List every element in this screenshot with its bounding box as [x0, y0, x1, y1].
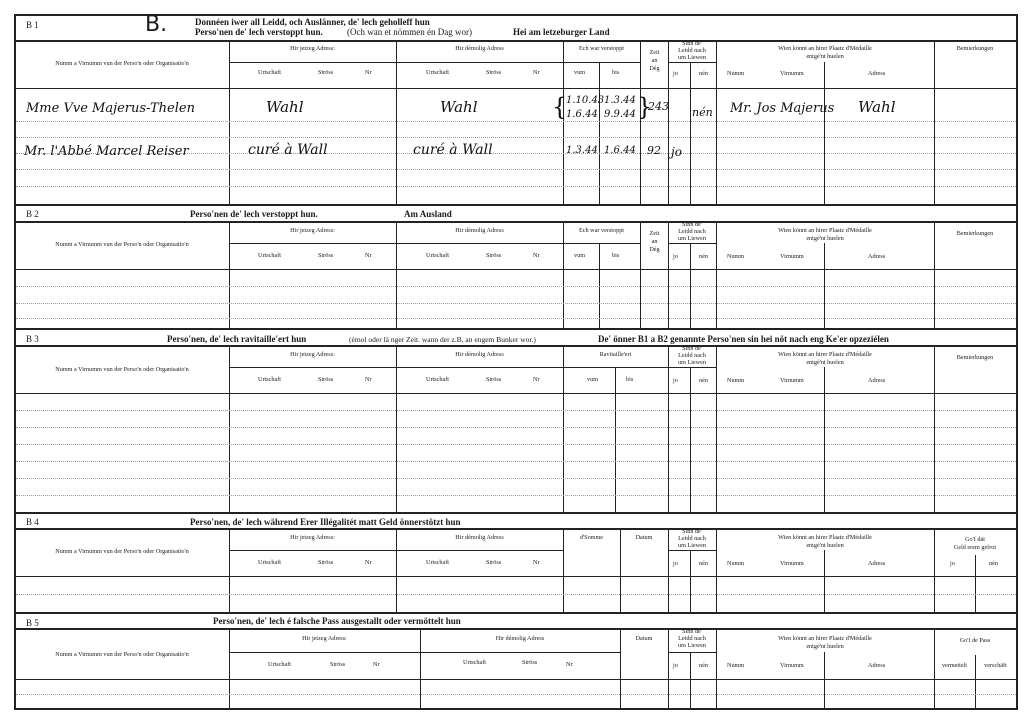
column-header-label: vum	[587, 376, 599, 383]
column-header-label: um Liewen	[677, 54, 706, 61]
handwritten-bracket: {	[552, 93, 568, 121]
b1-row1-days: 243	[648, 100, 669, 113]
rule-horizontal	[14, 328, 1016, 330]
column-header-label: Numm	[727, 560, 745, 567]
column-header-label: um Liewen	[677, 642, 706, 649]
column-header-label: Dég	[649, 65, 660, 72]
rule-vertical	[396, 345, 397, 512]
b1-header-bottom	[14, 88, 1016, 89]
b1-header-top	[14, 40, 1016, 42]
rule-vertical	[934, 40, 935, 204]
column-header-label: Hir jetzeg Adress:	[290, 227, 335, 234]
column-header-label: bis	[626, 376, 634, 383]
column-header-label: Hir jetzeg Adress:	[302, 635, 347, 642]
column-header-label: Leidd nach	[678, 635, 706, 642]
column-header-label: Zeit	[649, 49, 660, 56]
column-header-label: Ech war verstoppt	[578, 45, 625, 52]
rule-vertical	[229, 221, 230, 328]
column-header-label: um Liewen	[677, 235, 706, 242]
b1-code: B 1	[26, 20, 39, 30]
column-header-label: Hir jetzeg Adress:	[290, 534, 335, 541]
writing-line	[16, 694, 1016, 695]
column-header-label: Urtschaft	[258, 376, 282, 383]
column-header-label: Hir jetzeg Adress:	[290, 351, 335, 358]
rule-vertical	[975, 555, 976, 612]
rule-horizontal	[668, 243, 716, 244]
column-header-label: entgé'nt huelen	[806, 359, 844, 366]
column-header-label: jo	[673, 70, 678, 77]
column-header-label: Virnumm	[780, 253, 804, 260]
column-header-label: Hir démolig Adress	[455, 351, 504, 358]
rule-vertical	[934, 345, 935, 512]
b1-row2-alive: jo	[671, 145, 682, 159]
column-header-label: Virnumm	[780, 662, 804, 669]
rule-horizontal	[14, 393, 1016, 394]
b3-title: Perso'nen, de' lech ravitaille'ert hun	[167, 334, 307, 344]
b1-row2-current-town: curé à Wall	[248, 142, 328, 158]
column-header-label: Virnumm	[780, 70, 804, 77]
rule-vertical	[396, 40, 397, 204]
column-header-label: entgé'nt huelen	[806, 53, 844, 60]
b4-code: B 4	[26, 517, 39, 527]
column-header-label: Virnumm	[780, 377, 804, 384]
column-header-label: Datum	[635, 635, 653, 642]
column-header-label: Urtschaft	[258, 559, 282, 566]
column-header-label: Go'f de Pass	[959, 637, 991, 644]
column-header-label: Sinn de'	[682, 221, 702, 228]
rule-horizontal	[668, 367, 716, 368]
column-header-label: Nr	[533, 69, 540, 76]
column-header-label: Numm	[727, 377, 745, 384]
rule-horizontal	[229, 652, 620, 653]
column-header-label: Ströss	[318, 252, 334, 259]
rule-vertical	[640, 40, 641, 204]
column-header-label: Ströss	[330, 661, 346, 668]
b2-code: B 2	[26, 209, 39, 219]
writing-line	[16, 410, 1016, 411]
rule-vertical	[563, 40, 564, 204]
column-header-label: Numm a Virnumm vun der Perso'n oder Organisatio'n	[55, 241, 189, 248]
rule-vertical	[396, 221, 397, 328]
column-header-label: an	[651, 238, 658, 245]
b1-title-line1: Donnéen iwer all Leidd, och Auslänner, de' lech geholleff hun	[195, 17, 430, 27]
column-header-label: Ravitaille'ert	[599, 351, 632, 358]
writing-line	[16, 137, 1016, 138]
column-header-label: Urtschaft	[426, 252, 450, 259]
column-header-label: nén	[699, 70, 708, 77]
column-header-label: Hir démolig Adress	[455, 534, 504, 541]
rule-vertical	[824, 652, 825, 708]
rule-vertical	[824, 367, 825, 512]
column-header-label: vum	[574, 69, 586, 76]
column-header-label: bis	[612, 252, 620, 259]
column-header-label: Numm a Virnumm vun der Perso'n oder Organisatio'n	[55, 651, 189, 658]
rule-horizontal	[14, 269, 1016, 270]
column-header-label: Numm a Virnumm vun der Perso'n oder Organisatio'n	[55, 548, 189, 555]
rule-vertical	[668, 40, 669, 204]
b1-row1-from2: 1.6.44	[566, 109, 598, 120]
rule-horizontal	[14, 628, 1016, 630]
column-header-label: Sinn de'	[682, 628, 702, 635]
b1-row1-medal-name: Mr. Jos Majerus	[730, 101, 835, 116]
writing-line	[16, 444, 1016, 445]
column-header-label: d'Somme	[579, 534, 604, 541]
column-header-label: Go'f dät	[965, 536, 985, 543]
column-header-label: Ströss	[318, 69, 334, 76]
writing-line	[16, 169, 1016, 170]
column-header-label: Wien könnt an hirer Plaatz d'Médaille	[778, 534, 872, 541]
rule-horizontal	[229, 550, 563, 551]
column-header-label: Numm a Virnumm vun der Perso'n oder Organisatio'n	[55, 60, 189, 67]
column-header-label: Leidd nach	[678, 47, 706, 54]
column-header-label: Datum	[635, 534, 653, 541]
writing-line	[16, 594, 1016, 595]
rule-vertical	[563, 221, 564, 328]
column-header-label: Zeit	[649, 230, 660, 237]
column-header-label: Urtschaft	[463, 659, 487, 666]
column-header-label: entgé'nt huelen	[806, 235, 844, 242]
column-header-label: Sinn de'	[682, 528, 702, 535]
column-header-label: um Liewen	[677, 359, 706, 366]
column-header-label: Adress	[868, 560, 886, 567]
column-header-label: bis	[612, 69, 620, 76]
b2-title: Perso'nen de' lech verstoppt hun.	[190, 209, 318, 219]
column-header-label: nén	[699, 662, 708, 669]
column-header-label: jo	[673, 662, 678, 669]
column-header-label: Nr	[365, 69, 372, 76]
b5-code: B 5	[26, 618, 39, 628]
column-header-label: Numm	[727, 662, 745, 669]
rule-horizontal	[229, 243, 640, 244]
column-header-label: Hir jetzeg Adress:	[290, 45, 335, 52]
column-header-label: Ech war verstoppt	[578, 227, 625, 234]
rule-horizontal	[668, 652, 716, 653]
column-header-label: Bemierkungen	[956, 354, 994, 361]
b3-code: B 3	[26, 334, 39, 344]
column-header-label: Wien könnt an hirer Plaatz d'Médaille	[778, 351, 872, 358]
rule-vertical	[690, 550, 691, 612]
column-header-label: Wien könnt an hirer Plaatz d'Médaille	[778, 227, 872, 234]
rule-horizontal	[14, 679, 1016, 680]
column-header-label: Wien könnt an hirer Plaatz d'Médaille	[778, 635, 872, 642]
column-header-label: Numm a Virnumm vun der Perso'n oder Organisatio'n	[55, 366, 189, 373]
b1-title-note: (Och wan et nömmen én Dag wor)	[347, 27, 472, 37]
column-header-label: Adress	[868, 377, 886, 384]
b1-row2-former-town: curé à Wall	[413, 142, 493, 158]
writing-line	[16, 461, 1016, 462]
column-header-label: Nr	[365, 559, 372, 566]
b1-row1-medal-address: Wahl	[858, 98, 896, 116]
column-header-label: nén	[989, 560, 998, 567]
form-letter: B.	[145, 12, 168, 37]
column-header-label: Nr	[533, 376, 540, 383]
column-header-label: um Liewen	[677, 542, 706, 549]
rule-horizontal	[668, 62, 716, 63]
column-header-label: Leidd nach	[678, 228, 706, 235]
column-header-label: entgé'nt huelen	[806, 643, 844, 650]
column-header-label: Sinn de'	[682, 40, 702, 47]
column-header-label: Urtschaft	[258, 69, 282, 76]
column-header-label: Ströss	[318, 376, 334, 383]
rule-horizontal	[14, 612, 1016, 614]
column-header-label: Ströss	[486, 69, 502, 76]
b1-row2-days: 92	[647, 144, 661, 157]
rule-vertical	[599, 62, 600, 204]
rule-vertical	[690, 62, 691, 204]
b4-title: Perso'nen, de' lech während Erer Illégalitét matt Geld önnerstötzt hun	[190, 517, 461, 527]
rule-vertical	[716, 345, 717, 512]
b5-title: Perso'nen, de' lech é falsche Pass ausgestallt oder vermöttelt hun	[213, 616, 461, 626]
rule-vertical	[615, 367, 616, 512]
column-header-label: Numm	[727, 70, 745, 77]
column-header-label: nén	[699, 253, 708, 260]
b1-row2-from: 1.3.44	[566, 145, 598, 156]
rule-horizontal	[14, 528, 1016, 530]
b3-title-note: (émol oder lä nger Zeit. wann der z.B. an engem Bunker wor.)	[349, 335, 536, 344]
column-header-label: Ströss	[522, 659, 538, 666]
rule-horizontal	[14, 576, 1016, 577]
rule-horizontal	[668, 550, 716, 551]
b1-title-line2: Perso'nen de' lech verstoppt hun.	[195, 27, 323, 37]
column-header-label: Adress	[868, 253, 886, 260]
column-header-label: vum	[574, 252, 586, 259]
column-header-label: Urtschaft	[426, 69, 450, 76]
rule-vertical	[229, 345, 230, 512]
rule-horizontal	[14, 512, 1016, 514]
column-header-label: Hir démolig Adress	[455, 45, 504, 52]
rule-horizontal	[14, 345, 1016, 347]
rule-vertical	[563, 345, 564, 512]
writing-line	[16, 318, 1016, 319]
writing-line	[16, 286, 1016, 287]
b1-row1-former-town: Wahl	[440, 98, 478, 116]
column-header-label: Bemierkungen	[956, 230, 994, 237]
column-header-label: Nr	[533, 252, 540, 259]
column-header-label: Adress	[868, 662, 886, 669]
column-header-label: verschäft	[984, 662, 1007, 669]
column-header-label: Urtschaft	[426, 559, 450, 566]
rule-vertical	[716, 40, 717, 204]
b1-row1-to1: 1.3.44	[604, 95, 636, 106]
b1-row1-from1: 1.10.43	[566, 95, 605, 106]
column-header-label: Nr	[365, 252, 372, 259]
writing-line	[16, 303, 1016, 304]
column-header-label: Hir démolig Adress	[455, 227, 504, 234]
b1-row1-name: Mme Vve Majerus-Thelen	[26, 101, 195, 116]
rule-horizontal	[229, 367, 668, 368]
writing-line	[16, 121, 1016, 122]
b1-bottom	[14, 204, 1016, 206]
column-header-label: Nr	[533, 559, 540, 566]
writing-line	[16, 186, 1016, 187]
b1-row2-name: Mr. l'Abbé Marcel Reiser	[24, 144, 189, 159]
b1-row2-to: 1.6.44	[604, 145, 636, 156]
column-header-label: Leidd nach	[678, 535, 706, 542]
column-header-label: an	[651, 57, 658, 64]
rule-vertical	[690, 367, 691, 512]
column-header-label: jo	[950, 560, 955, 567]
column-header-label: vermettelt	[941, 662, 968, 669]
b1-title-place: Hei am letzeburger Land	[513, 27, 610, 37]
writing-line	[16, 478, 1016, 479]
column-header-label: Ströss	[486, 252, 502, 259]
column-header-label: Urtschaft	[426, 376, 450, 383]
column-header-label: Urtschaft	[258, 252, 282, 259]
column-header-label: Nr	[373, 661, 380, 668]
column-header-label: Nr	[365, 376, 372, 383]
column-header-label: Nr	[566, 661, 573, 668]
handwritten-bracket: }	[637, 93, 653, 121]
column-header-label: Urtschaft	[268, 661, 292, 668]
frame-right	[1016, 14, 1018, 708]
column-header-label: jo	[673, 560, 678, 567]
rule-vertical	[690, 652, 691, 708]
column-header-label: Leidd nach	[678, 352, 706, 359]
b1-row1-current-town: Wahl	[266, 98, 304, 116]
column-header-label: entgé'nt huelen	[806, 542, 844, 549]
column-header-label: Ströss	[318, 559, 334, 566]
b2-title-place: Am Ausland	[404, 209, 452, 219]
column-header-label: Bemierkungen	[956, 45, 994, 52]
column-header-label: Ströss	[486, 559, 502, 566]
column-header-label: Geld erem gefrot	[953, 544, 997, 551]
rule-horizontal	[14, 221, 1016, 223]
column-header-label: Sinn de'	[682, 345, 702, 352]
column-header-label: jo	[673, 377, 678, 384]
rule-vertical	[824, 62, 825, 204]
b1-row1-to2: 9.9.44	[604, 109, 636, 120]
b1-row1-alive: nén	[692, 106, 713, 119]
column-header-label: Adress	[868, 70, 886, 77]
rule-horizontal	[229, 62, 640, 63]
b3-title-remark: De' önner B1 a B2 genannte Perso'nen sin hei nöt nach eng Ke'er opzeziélen	[598, 334, 889, 344]
column-header-label: Virnumm	[780, 560, 804, 567]
column-header-label: jo	[673, 253, 678, 260]
writing-line	[16, 427, 1016, 428]
column-header-label: Numm	[727, 253, 745, 260]
column-header-label: Ströss	[486, 376, 502, 383]
column-header-label: Dég	[649, 246, 660, 253]
frame-bottom	[14, 708, 1018, 710]
column-header-label: nén	[699, 377, 708, 384]
column-header-label: Hir démolig Adress	[495, 635, 545, 642]
frame-left	[14, 14, 16, 708]
column-header-label: Wien könnt an hirer Plaatz d'Médaille	[778, 45, 872, 52]
rule-vertical	[668, 345, 669, 512]
rule-vertical	[824, 550, 825, 612]
writing-line	[16, 495, 1016, 496]
rule-vertical	[229, 40, 230, 204]
column-header-label: nén	[699, 560, 708, 567]
